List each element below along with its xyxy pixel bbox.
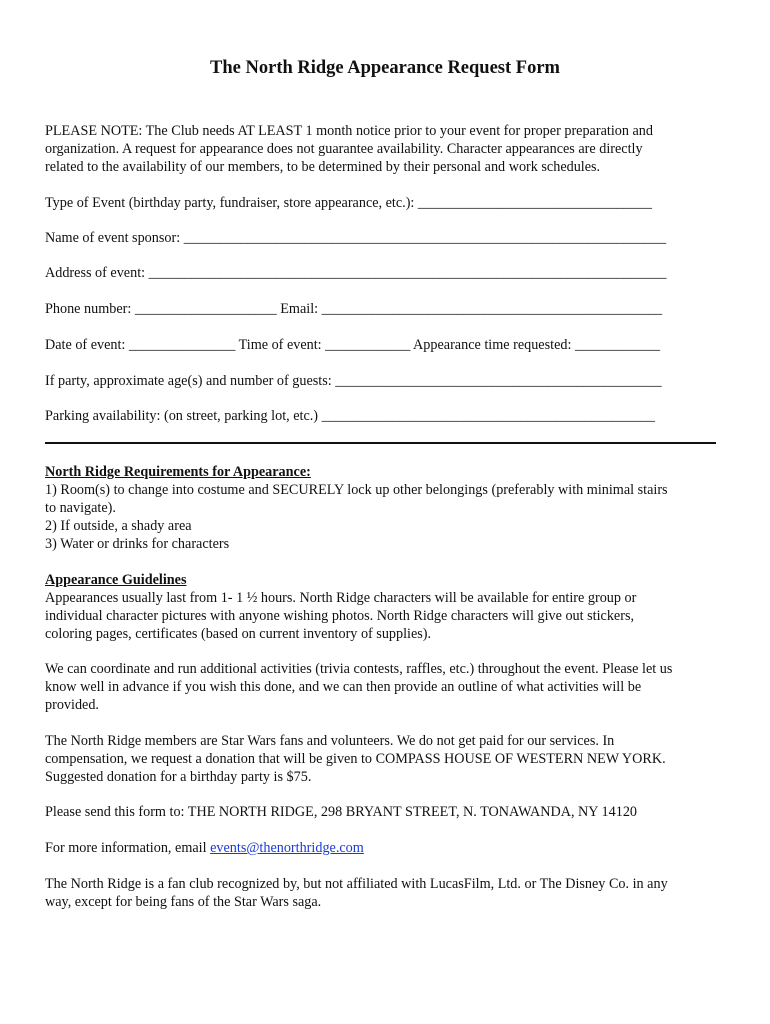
- guideline-paragraph-3: The North Ridge members are Star Wars fans and volunteers. We do not get paid for our services. In: [45, 733, 615, 749]
- requirement-line: 1) Room(s) to change into costume and SECURELY lock up other belongings (preferably with minimal stairs: [45, 482, 668, 498]
- parking-field: Parking availability: (on street, parking lot, etc.) _______________________________________________: [45, 408, 655, 424]
- disclaimer-line: The North Ridge is a fan club recognized by, but not affiliated with LucasFilm, Ltd. or The Disney Co. in any: [45, 876, 668, 892]
- event-address-field: Address of event: _________________________________________________________________________: [45, 265, 667, 281]
- phone-email-field: Phone number: ____________________ Email: ________________________________________________: [45, 301, 663, 317]
- guideline-paragraph-2: know well in advance if you wish this done, and we can then provide an outline of what activities will be: [45, 679, 642, 695]
- guests-field: If party, approximate age(s) and number of guests: ______________________________________________: [45, 373, 662, 389]
- guideline-paragraph-2: We can coordinate and run additional activities (trivia contests, raffles, etc.) throughout the event. Please let us: [45, 661, 673, 677]
- guideline-paragraph-3: compensation, we request a donation that will be given to COMPASS HOUSE OF WESTERN NEW YORK.: [45, 751, 666, 767]
- guidelines-heading: Appearance Guidelines: [45, 572, 187, 588]
- event-sponsor-field: Name of event sponsor: ____________________________________________________________________: [45, 230, 667, 246]
- disclaimer-line: way, except for being fans of the Star Wars saga.: [45, 894, 322, 910]
- guideline-paragraph-1: coloring pages, certificates (based on current inventory of supplies).: [45, 626, 432, 642]
- more-info-line: [45, 839, 364, 857]
- send-to-address: Please send this form to: THE NORTH RIDGE, 298 BRYANT STREET, N. TONAWANDA, NY 14120: [45, 804, 638, 820]
- guideline-paragraph-2: provided.: [45, 697, 99, 713]
- note-line-2: organization. A request for appearance does not guarantee availability. Character appearances are directly: [45, 141, 643, 157]
- requirement-line: 2) If outside, a shady area: [45, 518, 192, 534]
- note-line-1: PLEASE NOTE: The Club needs AT LEAST 1 month notice prior to your event for proper preparation and: [45, 123, 653, 139]
- date-time-field: Date of event: _______________ Time of event: ____________ Appearance time requested: ____________: [45, 337, 661, 353]
- note-line-3: related to the availability of our members, to be determined by their personal and work schedules.: [45, 159, 601, 175]
- section-divider: [45, 442, 716, 444]
- guideline-paragraph-1: Appearances usually last from 1- 1 ½ hours. North Ridge characters will be available for entire group or: [45, 590, 637, 606]
- requirement-line: to navigate).: [45, 500, 116, 516]
- requirements-heading: North Ridge Requirements for Appearance:: [45, 464, 311, 480]
- guideline-paragraph-3: Suggested donation for a birthday party is $75.: [45, 769, 312, 785]
- email-link[interactable]: events@thenorthridge.com: [210, 840, 364, 856]
- more-info-label: For more information, email: [45, 840, 211, 856]
- type-of-event-field: Type of Event (birthday party, fundraiser, store appearance, etc.): _________________________________: [45, 195, 653, 211]
- requirement-line: 3) Water or drinks for characters: [45, 536, 230, 552]
- guideline-paragraph-1: individual character pictures with anyone wishing photos. North Ridge characters will give out stickers,: [45, 608, 635, 624]
- page-title: The North Ridge Appearance Request Form: [210, 58, 560, 78]
